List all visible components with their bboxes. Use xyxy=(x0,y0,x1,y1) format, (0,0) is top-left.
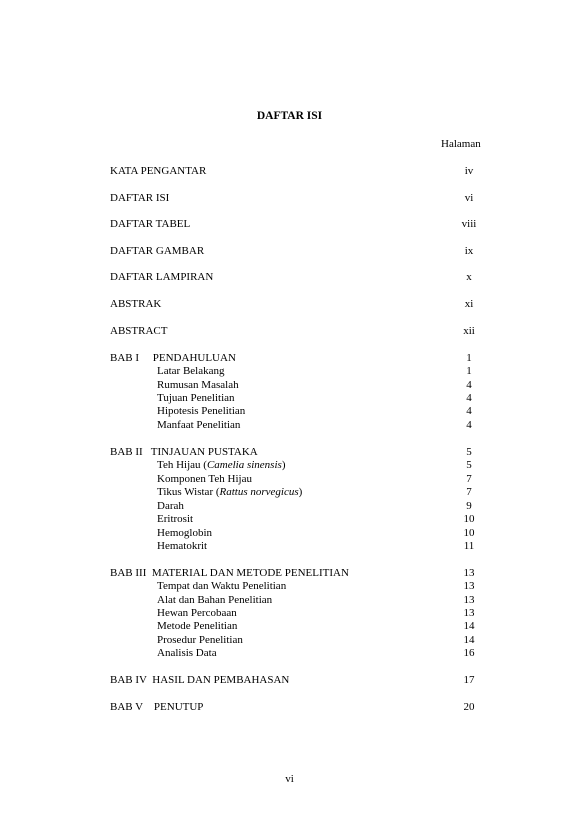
toc-entry xyxy=(0,217,579,231)
subentry-label: Prosedur Penelitian xyxy=(157,634,243,646)
toc-entry-page: iv xyxy=(464,165,474,177)
page-title: DAFTAR ISI xyxy=(256,110,323,122)
toc-subentry xyxy=(0,593,579,607)
chapter-heading xyxy=(0,566,579,580)
toc-entry-page: viii xyxy=(461,218,477,230)
subentry-page: 16 xyxy=(463,647,475,659)
subentry-page: 11 xyxy=(463,540,475,552)
chapter-page: 1 xyxy=(466,352,472,364)
page-column-header: Halaman xyxy=(441,138,481,150)
subentry-label: Darah xyxy=(157,500,184,512)
toc-subentry xyxy=(0,539,579,553)
toc-entry-label: DAFTAR ISI xyxy=(110,192,170,204)
toc-entry-label: DAFTAR LAMPIRAN xyxy=(110,271,214,283)
chapter-label: BAB V PENUTUP xyxy=(110,701,204,713)
toc-subentry xyxy=(0,472,579,486)
chapter-label: BAB III MATERIAL DAN METODE PENELITIAN xyxy=(110,567,349,579)
toc-subentry xyxy=(0,526,579,540)
toc-entry-label: KATA PENGANTAR xyxy=(110,165,207,177)
toc-subentry xyxy=(0,579,579,593)
toc-entry-page: vi xyxy=(464,192,474,204)
subentry-page: 4 xyxy=(466,419,472,431)
toc-subentry xyxy=(0,606,579,620)
chapter-heading xyxy=(0,445,579,459)
subentry-page: 13 xyxy=(463,594,475,606)
subentry-label: Metode Penelitian xyxy=(157,620,238,632)
subentry-label: Eritrosit xyxy=(157,513,194,525)
toc-entry-label: DAFTAR GAMBAR xyxy=(110,245,205,257)
subentry-label: Tempat dan Waktu Penelitian xyxy=(157,580,287,592)
subentry-page: 7 xyxy=(466,473,472,485)
chapter-heading xyxy=(0,351,579,365)
subentry-page: 1 xyxy=(466,365,472,377)
subentry-page: 13 xyxy=(463,580,475,592)
toc-subentry xyxy=(0,633,579,647)
toc-subentry xyxy=(0,378,579,392)
subentry-label: Tikus Wistar (Rattus norvegicus) xyxy=(157,486,303,498)
subentry-label: Manfaat Penelitian xyxy=(157,419,241,431)
toc-entry xyxy=(0,244,579,258)
subentry-page: 4 xyxy=(466,392,472,404)
toc-entry xyxy=(0,191,579,205)
subentry-label: Hemoglobin xyxy=(157,527,212,539)
toc-subentry xyxy=(0,646,579,660)
toc-subentry xyxy=(0,499,579,513)
subentry-label: Teh Hijau (Camelia sinensis) xyxy=(157,459,286,471)
toc-entry xyxy=(0,324,579,338)
toc-entry-page: xii xyxy=(463,325,475,337)
subentry-label: Komponen Teh Hijau xyxy=(157,473,252,485)
chapter-label: BAB I PENDAHULUAN xyxy=(110,352,236,364)
chapter-page: 5 xyxy=(466,446,472,458)
chapter-page: 17 xyxy=(463,674,475,686)
toc-subentry xyxy=(0,404,579,418)
subentry-label: Alat dan Bahan Penelitian xyxy=(157,594,273,606)
subentry-page: 9 xyxy=(466,500,472,512)
toc-entry-label: DAFTAR TABEL xyxy=(110,218,191,230)
subentry-page: 7 xyxy=(466,486,472,498)
toc-subentry xyxy=(0,391,579,405)
subentry-page: 13 xyxy=(463,607,475,619)
chapter-label: BAB II TINJAUAN PUSTAKA xyxy=(110,446,258,458)
subentry-page: 14 xyxy=(463,620,475,632)
toc-subentry xyxy=(0,458,579,472)
page-number: vi xyxy=(285,773,294,785)
subentry-page: 4 xyxy=(466,405,472,417)
toc-entry xyxy=(0,164,579,178)
chapter-label: BAB IV HASIL DAN PEMBAHASAN xyxy=(110,674,290,686)
subentry-page: 10 xyxy=(463,513,475,525)
subentry-page: 14 xyxy=(463,634,475,646)
toc-subentry xyxy=(0,619,579,633)
subentry-label: Hematokrit xyxy=(157,540,208,552)
chapter-heading xyxy=(0,700,579,714)
chapter-page: 13 xyxy=(463,567,475,579)
toc-subentry xyxy=(0,364,579,378)
subentry-label: Analisis Data xyxy=(157,647,217,659)
subentry-page: 10 xyxy=(463,527,475,539)
toc-entry xyxy=(0,270,579,284)
subentry-page: 5 xyxy=(466,459,472,471)
toc-entry-page: ix xyxy=(464,245,474,257)
toc-entry-page: x xyxy=(466,271,472,283)
subentry-page: 4 xyxy=(466,379,472,391)
subentry-label: Tujuan Penelitian xyxy=(157,392,235,404)
toc-subentry xyxy=(0,418,579,432)
chapter-heading xyxy=(0,673,579,687)
subentry-label: Latar Belakang xyxy=(157,365,225,377)
toc-entry-page: xi xyxy=(464,298,474,310)
toc-subentry xyxy=(0,485,579,499)
toc-subentry xyxy=(0,512,579,526)
subentry-label: Hewan Percobaan xyxy=(157,607,237,619)
toc-entry-label: ABSTRACT xyxy=(110,325,168,337)
toc-entry-label: ABSTRAK xyxy=(110,298,162,310)
subentry-label: Rumusan Masalah xyxy=(157,379,239,391)
subentry-label: Hipotesis Penelitian xyxy=(157,405,246,417)
chapter-page: 20 xyxy=(463,701,475,713)
toc-entry xyxy=(0,297,579,311)
